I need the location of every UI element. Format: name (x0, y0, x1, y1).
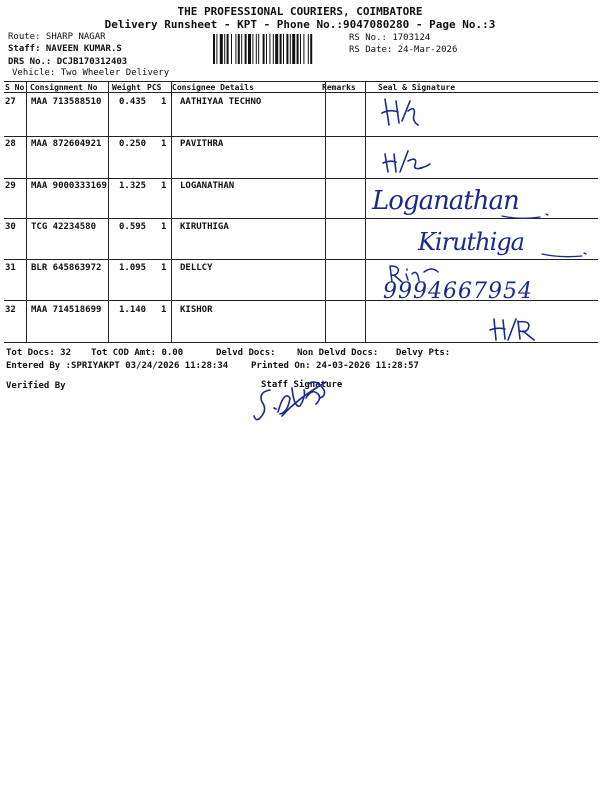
row-consignee: AATHIYAA TECHNO (180, 97, 262, 107)
row-consignment: MAA 713588510 (31, 97, 102, 107)
row-sno: 31 (5, 263, 16, 273)
header-weight: Weight (112, 83, 141, 92)
handwritten-signature-row30: Kiruthiga (418, 228, 524, 256)
row-consignee: PAVITHRA (180, 139, 224, 149)
row-weight: 0.435 (119, 97, 147, 107)
total-cod-amount: Tot COD Amt: 0.00 (91, 348, 184, 358)
row-consignee: KIRUTHIGA (180, 222, 229, 232)
company-title: THE PROFESSIONAL COURIERS, COIMBATORE (177, 5, 423, 18)
handwritten-phone-row31: 9994667954 (383, 279, 533, 304)
verified-by: Verified By (6, 381, 66, 391)
row-sno: 29 (5, 181, 16, 191)
row-sno: 30 (5, 222, 16, 232)
row-pcs: 1 (161, 181, 167, 191)
row-sno: 27 (5, 97, 16, 107)
signature-row32 (488, 316, 538, 342)
row-pcs: 1 (161, 263, 167, 273)
row-weight: 0.250 (119, 139, 147, 149)
row-weight: 0.595 (119, 222, 147, 232)
row-consignment: MAA 9000333169 (31, 181, 107, 191)
non-delivered-docs: Non Delvd Docs: (297, 348, 379, 358)
header-consignee: Consignee Details (172, 83, 254, 92)
vehicle-label: Vehicle: Two Wheeler Delivery (12, 68, 170, 78)
staff-label: Staff: NAVEEN KUMAR.S (8, 44, 122, 54)
row-consignment: BLR 645863972 (31, 263, 102, 273)
delivered-docs: Delvd Docs: (216, 348, 276, 358)
printed-on: Printed On: 24-03-2026 11:28:57 (251, 361, 419, 371)
row-pcs: 1 (161, 305, 167, 315)
staff-signature-label: Staff Signature (261, 380, 343, 390)
row-sno: 28 (5, 139, 16, 149)
signature-row30-flourish (540, 248, 588, 264)
header-consignment: Consignment No (30, 83, 98, 92)
route-label: Route: SHARP NAGAR (8, 32, 106, 42)
header-seal-signature: Seal & Signature (378, 83, 456, 92)
row-pcs: 1 (161, 97, 167, 107)
header-sno: S No (5, 83, 25, 92)
row-sno: 32 (5, 305, 16, 315)
delivery-points: Delvy Pts: (396, 348, 451, 358)
row-weight: 1.325 (119, 181, 147, 191)
entered-by: Entered By :SPRIYAKPT 03/24/2026 11:28:34 (6, 361, 229, 371)
signature-row28 (382, 146, 432, 176)
row-weight: 1.140 (119, 305, 147, 315)
handwritten-signature-row29: Loganathan (372, 186, 519, 216)
row-consignee: LOGANATHAN (180, 181, 235, 191)
barcode-image (213, 34, 343, 64)
row-weight: 1.095 (119, 263, 147, 273)
row-pcs: 1 (161, 139, 167, 149)
total-docs: Tot Docs: 32 (6, 348, 72, 358)
row-consignment: MAA 872604921 (31, 139, 102, 149)
rs-date: RS Date: 24-Mar-2026 (349, 45, 458, 55)
rs-number: RS No.: 1703124 (349, 33, 431, 43)
row-pcs: 1 (161, 222, 167, 232)
row-consignment: TCG 42234580 (31, 222, 97, 232)
runsheet-title: Delivery Runsheet - KPT - Phone No.:9047080280 - Page No.:3 (104, 18, 496, 31)
signature-row29-flourish (500, 208, 560, 222)
header-pcs: PCS (147, 83, 162, 92)
signature-row27 (380, 95, 420, 129)
row-consignment: MAA 714518699 (31, 305, 102, 315)
row-consignee: KISHOR (180, 305, 213, 315)
drs-number: DRS No.: DCJB170312403 (8, 57, 128, 67)
row-consignee: DELLCY (180, 263, 213, 273)
staff-signature (248, 368, 338, 430)
header-remarks: Remarks (322, 83, 356, 92)
